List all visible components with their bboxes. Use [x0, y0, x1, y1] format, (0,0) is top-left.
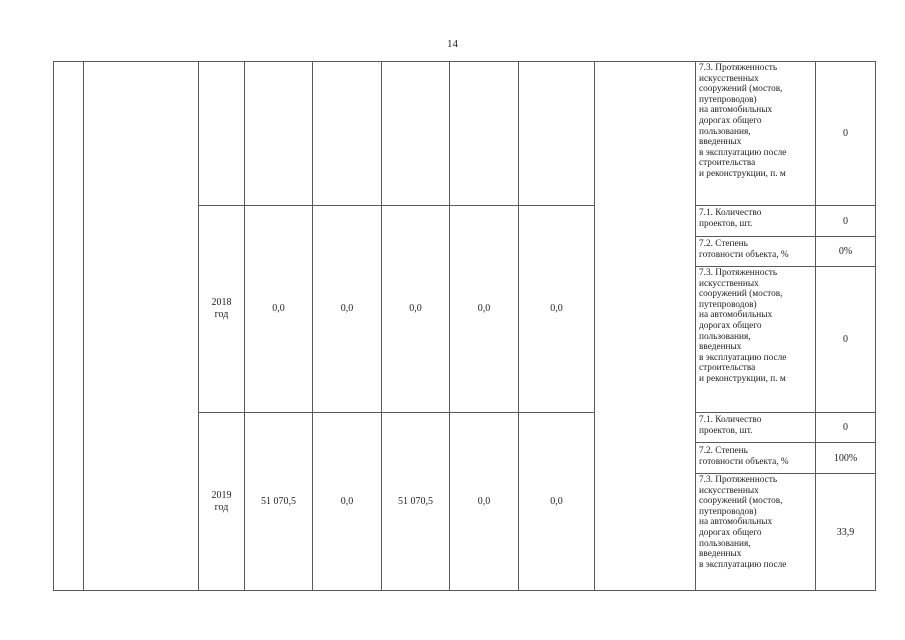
indicator-text: 7.1. Количество проектов, шт.	[699, 208, 762, 229]
indicator-value: 33,9	[836, 526, 855, 538]
value-cell: 0,0	[409, 303, 422, 314]
value-cell: 51 070,5	[261, 495, 296, 507]
indicator-text: 7.3. Протяженность искусственных сооружений (мостов, путепроводов) на автомобильных дорогах общего пользования, введенных в эксплуатацию после строительства и реконструкции, п. м	[699, 63, 787, 179]
column-border	[83, 61, 84, 591]
indicator-text: 7.3. Протяженность искусственных сооружений (мостов, путепроводов) на автомобильных дорогах общего пользования, введенных в эксплуатацию после	[699, 475, 787, 570]
year-cell: 2019 год	[211, 489, 232, 513]
indicator-value: 100%	[833, 452, 858, 464]
column-border	[695, 61, 696, 591]
indicator-value: 0	[843, 334, 848, 345]
indicator-text: 7.3. Протяженность искусственных сооружений (мостов, путепроводов) на автомобильных дорогах общего пользования, введенных в эксплуатацию после строительства и реконструкции, п. м	[699, 268, 787, 384]
value-cell: 0,0	[550, 495, 563, 507]
value-cell: 0,0	[272, 303, 285, 314]
indicator-value: 0	[843, 128, 848, 139]
indicator-value: 0	[843, 215, 848, 227]
value-cell: 0,0	[550, 303, 563, 314]
indicator-text: 7.2. Степень готовности объекта, %	[699, 239, 789, 260]
column-border	[875, 61, 876, 591]
value-cell: 51 070,5	[398, 495, 433, 507]
value-cell: 0,0	[477, 303, 491, 314]
indicator-value: 0%	[838, 246, 853, 257]
table-top-border	[53, 61, 875, 62]
value-cell: 0,0	[340, 303, 354, 314]
value-cell: 0,0	[340, 495, 354, 507]
column-border	[53, 61, 54, 591]
indicator-text: 7.2. Степень готовности объекта, %	[699, 446, 789, 467]
column-border	[594, 61, 595, 591]
indicator-text: 7.1. Количество проектов, шт.	[699, 415, 762, 436]
year-cell: 2018 год	[211, 297, 232, 320]
table-bottom-border	[53, 590, 875, 591]
indicator-value: 0	[843, 422, 848, 433]
value-cell: 0,0	[477, 495, 491, 507]
page-number: 14	[447, 38, 458, 50]
